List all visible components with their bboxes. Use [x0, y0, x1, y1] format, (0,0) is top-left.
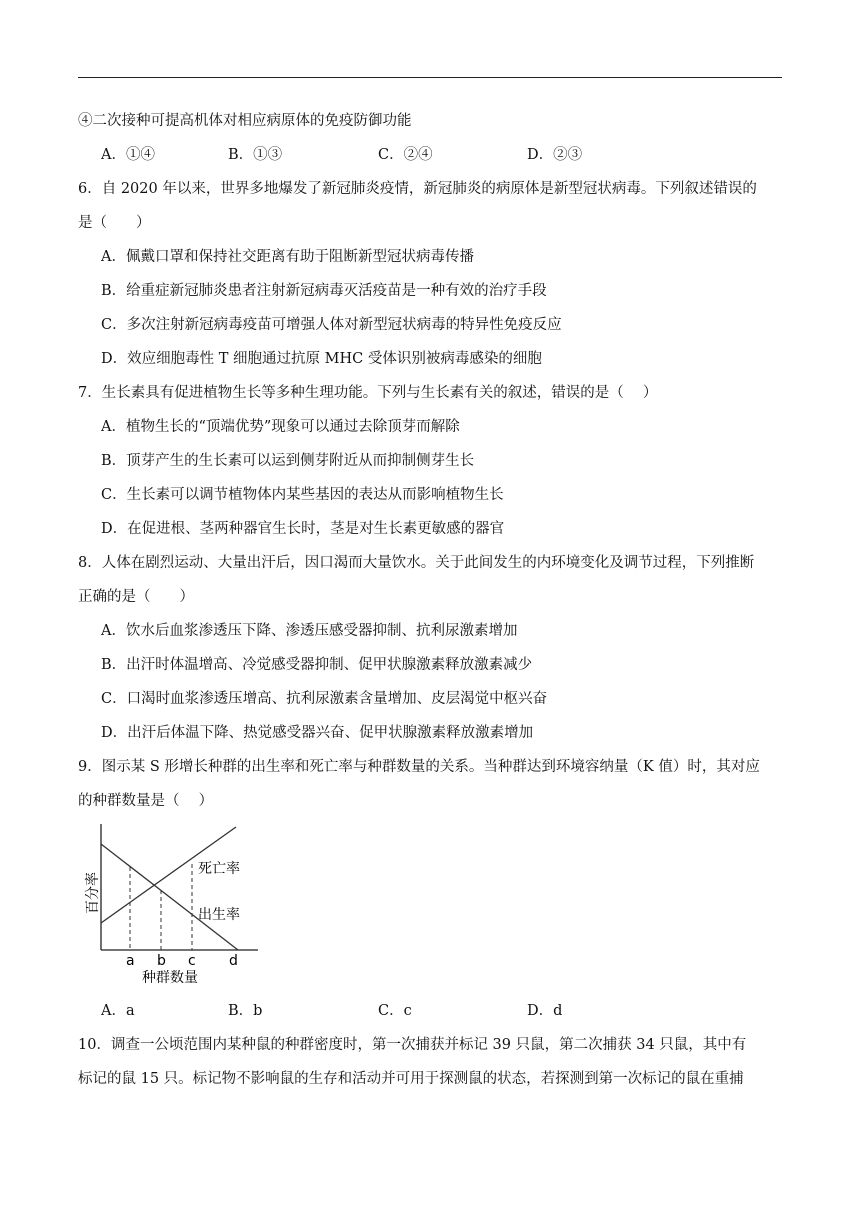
- q6-c: C．多次注射新冠病毒疫苗可增强人体对新型冠状病毒的特异性免疫反应: [101, 317, 562, 333]
- q5-opts-row: [101, 145, 781, 165]
- tick-label-c: c: [188, 953, 196, 969]
- tick-label-a: a: [126, 953, 135, 969]
- q9-opts-row: [101, 1001, 781, 1021]
- header-rule: [78, 77, 782, 78]
- q10-stem1: 10．调查一公顷范围内某种鼠的种群密度时，第一次捕获并标记 39 只鼠，第二次捕获 34 只鼠，其中有: [78, 1037, 747, 1053]
- q8-a: A．饮水后血浆渗透压下降、渗透压感受器抑制、抗利尿激素增加: [101, 623, 518, 639]
- q5-4: ④二次接种可提高机体对相应病原体的免疫防御功能: [78, 113, 412, 129]
- option-a: A．①④: [101, 147, 155, 163]
- option-b: B．b: [228, 1003, 263, 1019]
- q10-stem2: 标记的鼠 15 只。标记物不影响鼠的生存和活动并可用于探测鼠的状态，若探测到第一次标记的鼠在重捕: [78, 1071, 744, 1087]
- q8-b: B．出汗时体温增高、冷觉感受器抑制、促甲状腺激素释放激素减少: [101, 657, 533, 673]
- q7-c: C．生长素可以调节植物体内某些基因的表达从而影响植物生长: [101, 487, 504, 503]
- q7-a: A．植物生长的“顶端优势”现象可以通过去除顶芽而解除: [101, 419, 460, 435]
- q6-stem2: 是（ ）: [78, 215, 151, 231]
- q6-stem1: 6．自 2020 年以来，世界多地爆发了新冠肺炎疫情，新冠肺炎的病原体是新型冠状病毒。下列叙述错误的: [78, 181, 757, 197]
- q6-d: D．效应细胞毒性 T 细胞通过抗原 MHC 受体识别被病毒感染的细胞: [101, 351, 542, 367]
- tick-label-b: b: [157, 953, 166, 969]
- x-axis-label: 种群数量: [142, 970, 198, 986]
- q6-a: A．佩戴口罩和保持社交距离有助于阻断新型冠状病毒传播: [101, 249, 474, 265]
- option-d: D．②③: [527, 147, 583, 163]
- birth-rate-label: 出生率: [198, 907, 240, 923]
- q9-stem1: 9．图示某 S 形增长种群的出生率和死亡率与种群数量的关系。当种群达到环境容纳量（K 值）时，其对应: [78, 759, 760, 775]
- q7-b: B．顶芽产生的生长素可以运到侧芽附近从而抑制侧芽生长: [101, 453, 475, 469]
- q7-stem: 7．生长素具有促进植物生长等多种生理功能。下列与生长素有关的叙述，错误的是（ ）: [78, 385, 658, 401]
- q9-stem2: 的种群数量是（ ）: [78, 793, 214, 809]
- option-a: A．a: [101, 1003, 135, 1019]
- q8-c: C．口渴时血浆渗透压增高、抗利尿激素含量增加、皮层渴觉中枢兴奋: [101, 691, 548, 707]
- tick-label-d: d: [229, 953, 238, 969]
- q8-d: D．出汗后体温下降、热觉感受器兴奋、促甲状腺激素释放激素增加: [101, 725, 534, 741]
- option-d: D．d: [527, 1003, 563, 1019]
- q6-b: B．给重症新冠肺炎患者注射新冠病毒灭活疫苗是一种有效的治疗手段: [101, 283, 547, 299]
- birth-rate-line: [101, 844, 238, 950]
- option-b: B．①③: [228, 147, 283, 163]
- q7-d: D．在促进根、茎两种器官生长时，茎是对生长素更敏感的器官: [101, 521, 505, 537]
- option-c: C．c: [378, 1003, 412, 1019]
- q8-stem1: 8．人体在剧烈运动、大量出汗后，因口渴而大量饮水。关于此间发生的内环境变化及调节过程，下列推断: [78, 555, 755, 571]
- birth-death-rate-graph: [76, 822, 266, 988]
- option-c: C．②④: [378, 147, 433, 163]
- q8-stem2: 正确的是（ ）: [78, 589, 194, 605]
- death-rate-label: 死亡率: [198, 861, 240, 877]
- y-axis-label: 百分率: [85, 872, 101, 914]
